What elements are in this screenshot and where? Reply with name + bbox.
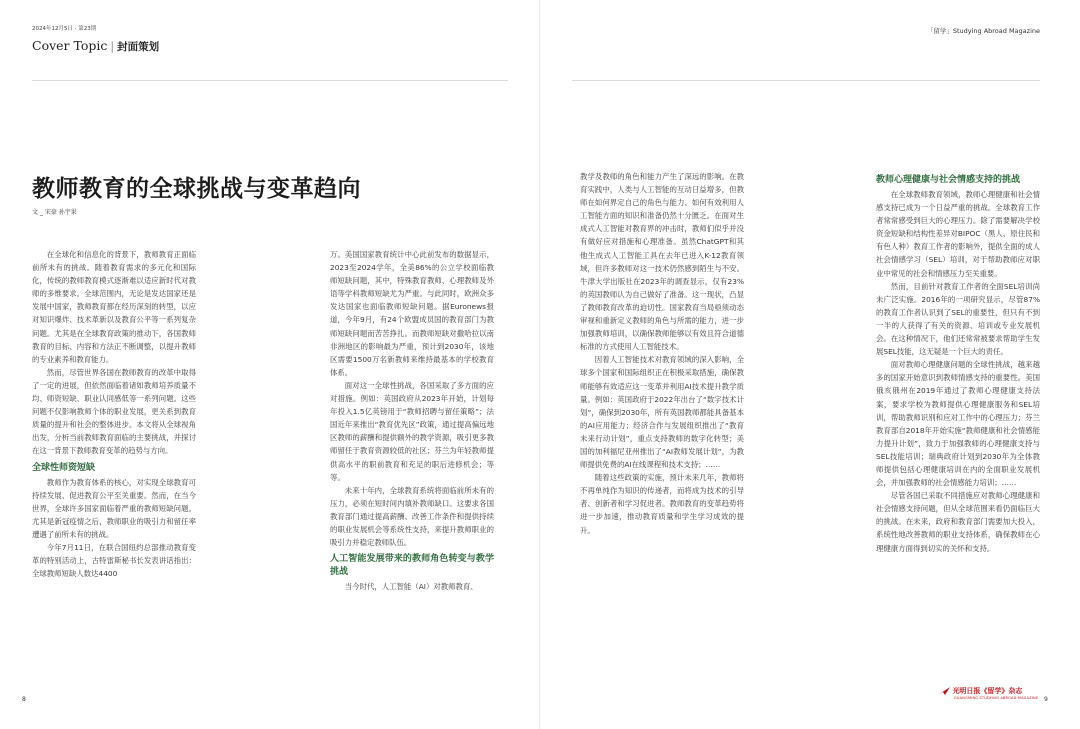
paragraph: 然而，尽管世界各国在教师教育的改革中取得了一定的进展，但依然面临着诸如教师培养质量不均、师资短缺、职业认同感低等一系列问题。这些问题不仅影响教师个体的职业发展，更关系到教育质量的提升和社会的整体进步。本文将从全球视角出发，分析当前教师教育面临的主要挑战，并探讨在这一背景下教师教育变革的趋势与方向。 (32, 367, 196, 456)
issue-date: 2024年12月5日 · 第23期 (32, 26, 97, 32)
section-title (32, 38, 159, 54)
text-column-1 (32, 248, 196, 688)
paragraph: 今年7月11日，在联合国纽约总部推动教育变革的特别活动上，古特雷斯秘书长发表讲话指出：全球教师短缺人数达4400 (32, 542, 196, 579)
paragraph: 教师作为教育体系的核心，对实现全球教育可持续发展、促进教育公平至关重要。然而，在当今世界，全球许多国家面临着严重的教师短缺问题。尤其是新冠疫情之后，教师职业的吸引力和留任率遭遇了前所未有的挑战。 (32, 477, 196, 539)
article-author: 文 _ 宋豪 孙宇果 (32, 209, 77, 216)
paragraph: 万。美国国家教育统计中心此前发布的数据显示，2023至2024学年，全美86%的公立学校面临教师短缺问题，其中，特殊教育教师、心理教师及外语等学科教师短缺尤为严重。与此同时，欧洲众多发达国家也面临教师短缺问题。据Euronews报道，今年9月，有24个欧盟成员国的教育部门为教师短缺问题而苦苦挣扎。而教师短缺对撒哈拉以南非洲地区的影响最为严重，预计到2030年，该地区需要1500万名新教师来维持最基本的学校教育体系。 (330, 250, 494, 377)
header-rule-right (572, 80, 1040, 81)
article-title: 教师教育的全球挑战与变革趋向 (32, 176, 361, 202)
paragraph: 在全球教师教育领域，教师心理健康和社会情感支持已成为一个日益严重的挑战。全球教育工作者常常感受到巨大的心理压力。除了需要解决学校资金短缺和结构性差异对BIPOC（黑人、原住民和有色人种）教育工作者的影响外，提供全面的成人社会情感学习（SEL）培训，对于帮助教师应对职业中常见的社会和情感压力至关重要。 (876, 190, 1040, 278)
paragraph: 随着这些政策的实施，预计未来几年，教师将不再单纯作为知识的传递者，而将成为技术的引导者、创新者和学习促进者。教师教育的变革趋势将进一步加速，推动教育质量和学生学习成效的提升。 (580, 473, 744, 535)
paragraph: 尽管各国已采取不同措施应对教师心理健康和社会情感支持问题，但从全球范围来看仍面临巨大的挑战。在未来，政府和教育部门需要加大投入，系统性地改善教师的职业支持体系，确保教师在心理健康方面得到切实的关怀和支持。 (876, 491, 1040, 553)
page-number-left: 8 (22, 696, 26, 703)
text-column-2 (330, 248, 494, 688)
paragraph: 在全球化和信息化的背景下，教师教育正面临前所未有的挑战。随着教育需求的多元化和国际化，传统的教师教育模式逐渐难以适应新时代对教师的多维要求。全球范围内，无论是发达国家还是发展中国家，教师教育都在经历深刻的转型，以应对知识爆炸、技术革新以及教育公平等一系列复杂问题。尤其是在全球教育政策的推动下，各国教师教育的目标、内容和方法正不断调整，以提升教师的专业素养和教育能力。 (32, 250, 196, 364)
paragraph: 当今时代，人工智能（AI）对教师教育、 (344, 582, 478, 592)
paragraph: 因着人工智能技术对教育领域的深入影响，全球多个国家和国际组织正在积极采取措施，确保教师能够有效适应这一变革并利用AI技术提升教学质量。例如：英国政府于2022年出台了“数字技术计划”，确保到2030年，所有英国教师都能具备基本的AI应用能力；经济合作与发展组织推出了“教育未来行动计划”，重点支持教师的数字化转型；美国的加利福尼亚州推出了“AI教师发展计划”，为教师提供免费的AI在线课程和技术支持；…… (580, 355, 744, 470)
section-heading: 人工智能发展带来的教师角色转变与教学挑战 (330, 554, 494, 578)
paragraph: 面对教师心理健康问题的全球性挑战，越来越多的国家开始意识到教师情感支持的重要性。美国俄亥俄州在2019年通过了教师心理健康支持法案，要求学校为教师提供心理健康服务和SEL培训，帮助教师识别和应对工作中的心理压力；芬兰教育部自2018年开始实施“教师健康和社会情感能力提升计划”，致力于加强教师的心理健康支持与SEL技能培训；瑞典政府计划到2030年为全体教师提供包括心理健康培训在内的全面职业发展机会，并加强教师的社会情感能力培训；…… (876, 360, 1040, 488)
section-separator: | (110, 40, 115, 53)
logo-subtext: GUANGMING STUDYING ABROAD MAGAZINE (954, 696, 1039, 700)
magazine-logo (938, 686, 1038, 700)
section-title-en: Cover Topic (32, 38, 108, 53)
section-heading: 全球性师资短缺 (32, 462, 96, 473)
paragraph: 然而，目前针对教育工作者的全面SEL培训尚未广泛实施。2016年的一项研究显示，尽管87%的教育工作者认识到了SEL的重要性，但只有不到一半的人获得了有关的资源、培训或专业发展机会。在这种情况下，他们还常常被要求帮助学生发展SEL技能，这无疑是一个巨大的责任。 (876, 281, 1040, 357)
logo-text: 光明日报《留学》杂志 (952, 687, 1023, 695)
paragraph: 面对这一全球性挑战，各国采取了多方面的应对措施。例如：英国政府从2023年开始，计划每年投入1.5亿英镑用于“教师招聘与留任策略”；法国近年来推出“教育优先区”政策，通过提高偏远地区教师的薪酬和提供额外的教学资源，吸引更多教师留任于教育资源较低的社区；芬兰为年轻教师提供高水平的职前教育和充足的职后进修机会；等等。 (330, 380, 494, 482)
page-number-right: 9 (1044, 696, 1048, 703)
paragraph: 教学及教师的角色和能力产生了深远的影响。在教育实践中，人类与人工智能的互动日益增多，但教师在如何界定自己的角色与能力、如何有效利用人工智能方面的知识和准备仍然十分匮乏。在面对生成式人工智能对教育界的冲击时，教师们似乎并没有做好应对措施和心理准备。虽然ChatGPT和其他生成式人工智能工具在去年已进入K-12教育领域，但许多教师对这一技术仍然感到陌生与不安。牛津大学出版社在2023年的调查显示，仅有23%的英国教师认为自己做好了准备。这一现状，凸显了教师教育改革的迫切性。国家教育当局亟须动态审视和重新定义教师的角色与所需的能力，进一步加强教师培训，以确保教师能够以有效且符合道德标准的方式使用人工智能技术。 (580, 172, 744, 352)
logo-plane-icon (938, 686, 950, 696)
paragraph: 未来十年内，全球教育系统将面临前所未有的压力，必须在短时间内填补教师缺口。这要求各国教育部门通过提高薪酬、改善工作条件和提供持续的职业发展机会等系统性支持，来提升教师职业的吸引力并稳定教师队伍。 (330, 485, 494, 548)
text-column-3 (580, 170, 744, 688)
header-rule (32, 80, 508, 81)
text-column-4 (876, 170, 1040, 688)
magazine-name: 「留学」Studying Abroad Magazine (926, 27, 1040, 35)
section-title-zh: 封面策划 (117, 41, 160, 53)
section-heading: 教师心理健康与社会情感支持的挑战 (876, 175, 1021, 185)
